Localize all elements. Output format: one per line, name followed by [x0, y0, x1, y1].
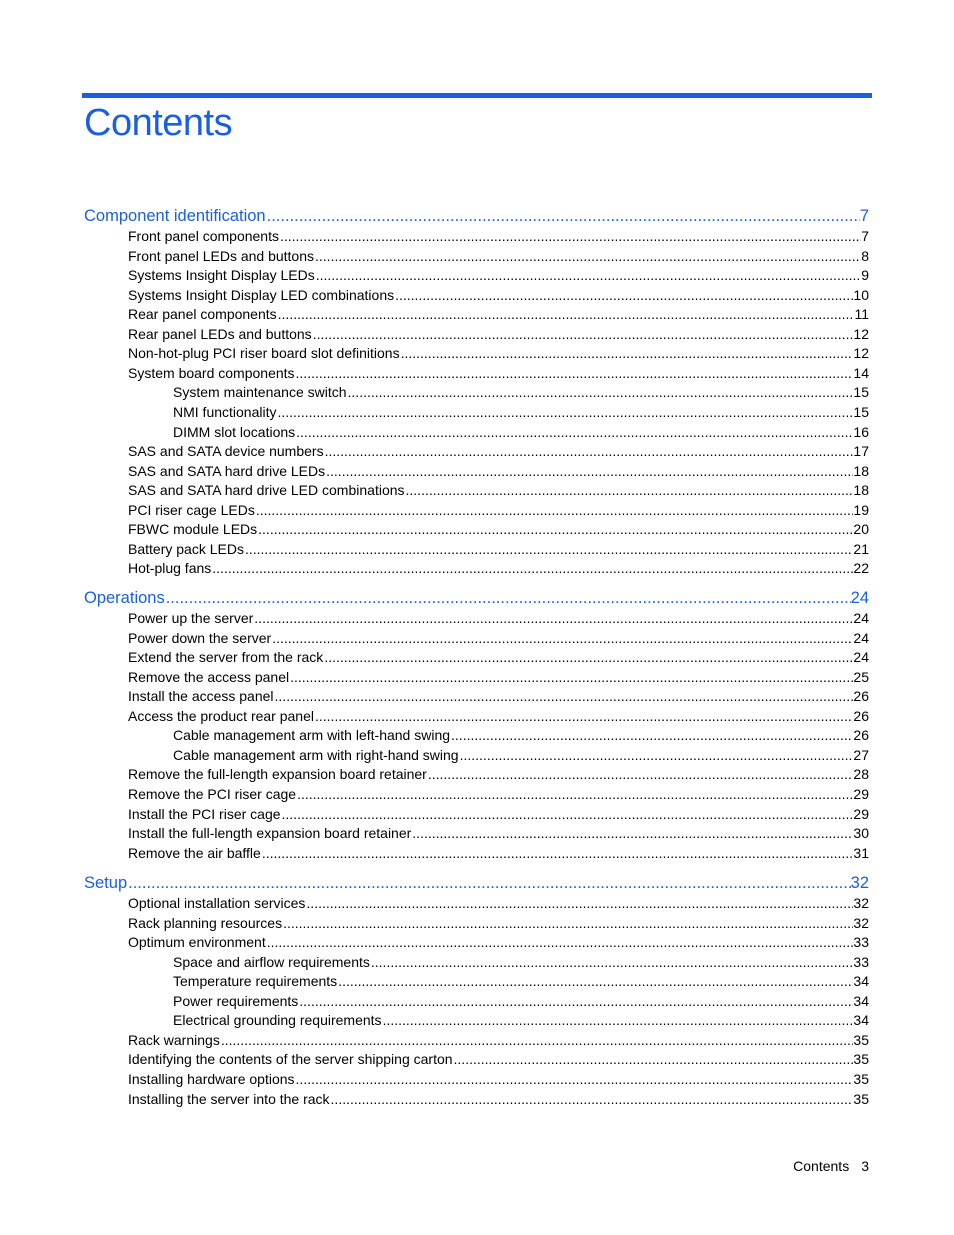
toc-entry[interactable]	[173, 424, 869, 443]
toc-leader-dots	[295, 1071, 854, 1087]
toc-page-number: 7	[859, 207, 869, 225]
toc-entry-title: Cable management arm with left-hand swing	[173, 727, 451, 744]
toc-entry[interactable]	[128, 934, 869, 953]
toc-entry-title: NMI functionality	[173, 403, 277, 420]
toc-page-number: 21	[853, 540, 869, 557]
toc-entry[interactable]	[128, 1091, 869, 1110]
toc-page-number: 34	[853, 1012, 869, 1029]
toc-leader-dots	[314, 708, 853, 724]
toc-entry-title: Install the PCI riser cage	[128, 805, 281, 822]
toc-entry-title: Remove the full-length expansion board retainer	[128, 766, 427, 783]
toc-page-number: 25	[853, 668, 869, 685]
toc-entry[interactable]	[128, 463, 869, 482]
toc-entry-title: Remove the air baffle	[128, 844, 261, 861]
toc-page-number: 12	[853, 325, 869, 342]
toc-entry-title: Access the product rear panel	[128, 707, 314, 724]
toc-leader-dots	[277, 306, 855, 322]
toc-leader-dots	[427, 766, 854, 782]
toc-entry-title: Rear panel LEDs and buttons	[128, 325, 312, 342]
toc-page-number: 26	[853, 727, 869, 744]
toc-leader-dots	[324, 443, 854, 459]
toc-entry-title: Battery pack LEDs	[128, 540, 244, 557]
toc-page-number: 8	[861, 247, 869, 264]
toc-entry[interactable]	[128, 766, 869, 785]
toc-page-number: 22	[853, 560, 869, 577]
toc-leader-dots	[255, 502, 854, 518]
toc-entry[interactable]	[128, 895, 869, 914]
toc-page-number: 10	[853, 286, 869, 303]
toc-leader-dots	[276, 404, 853, 420]
toc-leader-dots	[279, 228, 861, 244]
toc-entry-title: Front panel LEDs and buttons	[128, 247, 315, 264]
toc-entry[interactable]	[128, 326, 869, 345]
toc-entry-title: Installing hardware options	[128, 1070, 295, 1087]
toc-leader-dots	[400, 345, 854, 361]
toc-entry[interactable]	[128, 915, 869, 934]
toc-entry[interactable]	[173, 993, 869, 1012]
toc-entry[interactable]	[128, 502, 869, 521]
toc-leader-dots	[296, 786, 853, 802]
toc-page-number: 30	[853, 825, 869, 842]
footer-label: Contents	[793, 1158, 850, 1174]
toc-entry[interactable]	[128, 649, 869, 668]
toc-entry-title: Rack planning resources	[128, 914, 283, 931]
toc-entry[interactable]	[128, 365, 869, 384]
toc-entry[interactable]	[128, 1032, 869, 1051]
toc-leader-dots	[315, 267, 861, 283]
toc-page-number: 35	[853, 1090, 869, 1107]
toc-entry-title: Power requirements	[173, 992, 299, 1009]
page-number: 3	[861, 1158, 869, 1174]
toc-leader-dots	[347, 384, 854, 400]
toc-leader-dots	[337, 973, 853, 989]
toc-entry-title: System board components	[128, 364, 295, 381]
toc-leader-dots	[314, 248, 861, 264]
toc-leader-dots	[244, 541, 853, 557]
toc-leader-dots	[330, 1091, 854, 1107]
toc-entry[interactable]	[128, 443, 869, 462]
toc-leader-dots	[282, 915, 853, 931]
toc-page-number: 24	[853, 629, 869, 646]
toc-entry-title: Temperature requirements	[173, 973, 338, 990]
toc-entry[interactable]	[128, 825, 869, 844]
toc-page-number: 24	[853, 649, 869, 666]
toc-entry-title: Power down the server	[128, 629, 272, 646]
toc-entry[interactable]	[128, 521, 869, 540]
toc-entry[interactable]	[128, 482, 869, 501]
toc-leader-dots	[382, 1012, 854, 1028]
toc-entry-title: Rear panel components	[128, 306, 277, 323]
toc-page-number: 12	[853, 345, 869, 362]
toc-page-number: 27	[853, 746, 869, 763]
toc-entry[interactable]	[128, 541, 869, 560]
toc-page-number: 34	[853, 973, 869, 990]
toc-leader-dots	[257, 521, 853, 537]
toc-leader-dots	[298, 993, 853, 1009]
toc-page-number: 17	[853, 443, 869, 460]
toc-entry[interactable]	[128, 560, 869, 579]
toc-entry-title: Electrical grounding requirements	[173, 1012, 382, 1029]
toc-entry-title: Rack warnings	[128, 1031, 220, 1048]
toc-leader-dots	[253, 610, 853, 626]
toc-entry[interactable]	[128, 1071, 869, 1090]
toc-entry[interactable]	[173, 747, 869, 766]
toc-entry-title: Remove the access panel	[128, 668, 290, 685]
toc-section-entry[interactable]	[84, 589, 869, 611]
toc-page-number: 19	[853, 501, 869, 518]
toc-entry-title: Install the full-length expansion board retainer	[128, 825, 412, 842]
toc-leader-dots	[295, 365, 854, 381]
toc-entry[interactable]	[128, 248, 869, 267]
toc-page-number: 24	[850, 589, 869, 607]
toc-leader-dots	[220, 1032, 854, 1048]
toc-entry-title: FBWC module LEDs	[128, 521, 258, 538]
toc-entry[interactable]	[128, 845, 869, 864]
page-title: Contents	[84, 102, 233, 144]
toc-entry-title: System maintenance switch	[173, 384, 347, 401]
toc-page-number: 20	[853, 521, 869, 538]
toc-entry-title: Optional installation services	[128, 895, 306, 911]
toc-entry[interactable]	[173, 404, 869, 423]
toc-entry-title: Identifying the contents of the server shipping carton	[128, 1051, 453, 1068]
toc-entry-title: Systems Insight Display LEDs	[128, 267, 315, 284]
toc-page-number: 29	[853, 805, 869, 822]
toc-entry-title: Non-hot-plug PCI riser board slot definitions	[128, 345, 400, 362]
toc-entry[interactable]	[128, 786, 869, 805]
toc-entry-title: Extend the server from the rack	[128, 649, 324, 666]
toc-entry-title: Cable management arm with right-hand swing	[173, 746, 459, 763]
toc-section-entry[interactable]	[84, 874, 869, 896]
toc-page-number: 28	[853, 766, 869, 783]
toc-leader-dots	[266, 934, 854, 950]
toc-leader-dots	[325, 463, 853, 479]
toc-page-number: 14	[853, 364, 869, 381]
toc-leader-dots	[305, 895, 853, 911]
toc-page-number: 35	[853, 1031, 869, 1048]
toc-page-number: 18	[853, 462, 869, 479]
toc-leader-dots	[127, 874, 851, 893]
toc-entry-title: Front panel components	[128, 228, 279, 244]
toc-leader-dots	[289, 669, 853, 685]
toc-entry-title: Power up the server	[128, 610, 254, 626]
toc-page-number: 15	[853, 384, 869, 401]
toc-entry-title: Installing the server into the rack	[128, 1090, 330, 1107]
toc-entry-title: SAS and SATA device numbers	[128, 443, 324, 460]
toc-entry-title: Systems Insight Display LED combinations	[128, 286, 395, 303]
toc-leader-dots	[295, 424, 853, 440]
toc-entry-title: SAS and SATA hard drive LEDs	[128, 462, 326, 479]
toc-entry[interactable]	[173, 1012, 869, 1031]
toc-page-number: 18	[853, 482, 869, 499]
toc-leader-dots	[274, 688, 854, 704]
toc-entry[interactable]	[128, 806, 869, 825]
toc-page-number: 35	[853, 1051, 869, 1068]
toc-page-number: 26	[853, 688, 869, 705]
toc-page-number: 15	[853, 403, 869, 420]
toc-leader-dots	[271, 630, 853, 646]
toc-leader-dots	[411, 825, 853, 841]
toc-entry[interactable]	[128, 267, 869, 286]
toc-leader-dots	[312, 326, 854, 342]
toc-leader-dots	[450, 727, 853, 743]
toc-entry-title: Component identification	[84, 207, 266, 225]
page-footer	[793, 1158, 869, 1174]
toc-entry-title: Install the access panel	[128, 688, 274, 705]
toc-page-number: 31	[853, 844, 869, 861]
toc-entry-title: Remove the PCI riser cage	[128, 785, 297, 802]
toc-entry-title: Optimum environment	[128, 934, 266, 951]
toc-entry-title: SAS and SATA hard drive LED combinations	[128, 482, 405, 499]
toc-entry[interactable]	[128, 345, 869, 364]
toc-page-number: 32	[853, 914, 869, 931]
toc-leader-dots	[394, 287, 853, 303]
toc-page-number: 26	[853, 707, 869, 724]
toc-page-number: 33	[853, 934, 869, 951]
toc-page-number: 33	[853, 953, 869, 970]
toc-entry[interactable]	[128, 669, 869, 688]
toc-entry[interactable]	[173, 954, 869, 973]
toc-page-number: 24	[853, 610, 869, 626]
toc-entry[interactable]	[128, 306, 869, 325]
toc-entry[interactable]	[128, 228, 869, 247]
toc-page-number: 11	[854, 306, 869, 323]
toc-entry[interactable]	[128, 610, 869, 629]
toc-page-number: 29	[853, 785, 869, 802]
toc-leader-dots	[453, 1051, 854, 1067]
toc-page-number: 35	[853, 1070, 869, 1087]
toc-leader-dots	[323, 649, 853, 665]
toc-page-number: 16	[853, 423, 869, 440]
toc-page-number: 34	[853, 992, 869, 1009]
toc-leader-dots	[211, 560, 853, 576]
toc-leader-dots	[281, 806, 854, 822]
toc-page-number: 32	[853, 895, 869, 911]
toc-leader-dots	[165, 589, 851, 608]
toc-section-entry[interactable]	[84, 207, 869, 229]
toc-page-number: 9	[861, 267, 869, 284]
toc-entry-title: PCI riser cage LEDs	[128, 501, 255, 518]
toc-entry-title: Hot-plug fans	[128, 560, 212, 577]
toc-entry-title: Setup	[84, 874, 128, 892]
toc-page-number: 7	[861, 228, 869, 244]
toc-entry[interactable]	[128, 630, 869, 649]
toc-leader-dots	[261, 845, 854, 861]
toc-page-number: 32	[850, 874, 869, 892]
toc-leader-dots	[459, 747, 854, 763]
toc-leader-dots	[370, 954, 854, 970]
toc-entry[interactable]	[173, 973, 869, 992]
toc-entry[interactable]	[173, 727, 869, 746]
toc-leader-dots	[266, 207, 860, 226]
toc-entry-title: DIMM slot locations	[173, 423, 296, 440]
toc-entry[interactable]	[128, 708, 869, 727]
toc-leader-dots	[405, 482, 854, 498]
toc-entry[interactable]	[173, 384, 869, 403]
toc-entry[interactable]	[128, 1051, 869, 1070]
toc-entry[interactable]	[128, 287, 869, 306]
toc-entry-title: Operations	[84, 589, 165, 607]
toc-entry-title: Space and airflow requirements	[173, 953, 370, 970]
toc-entry[interactable]	[128, 688, 869, 707]
